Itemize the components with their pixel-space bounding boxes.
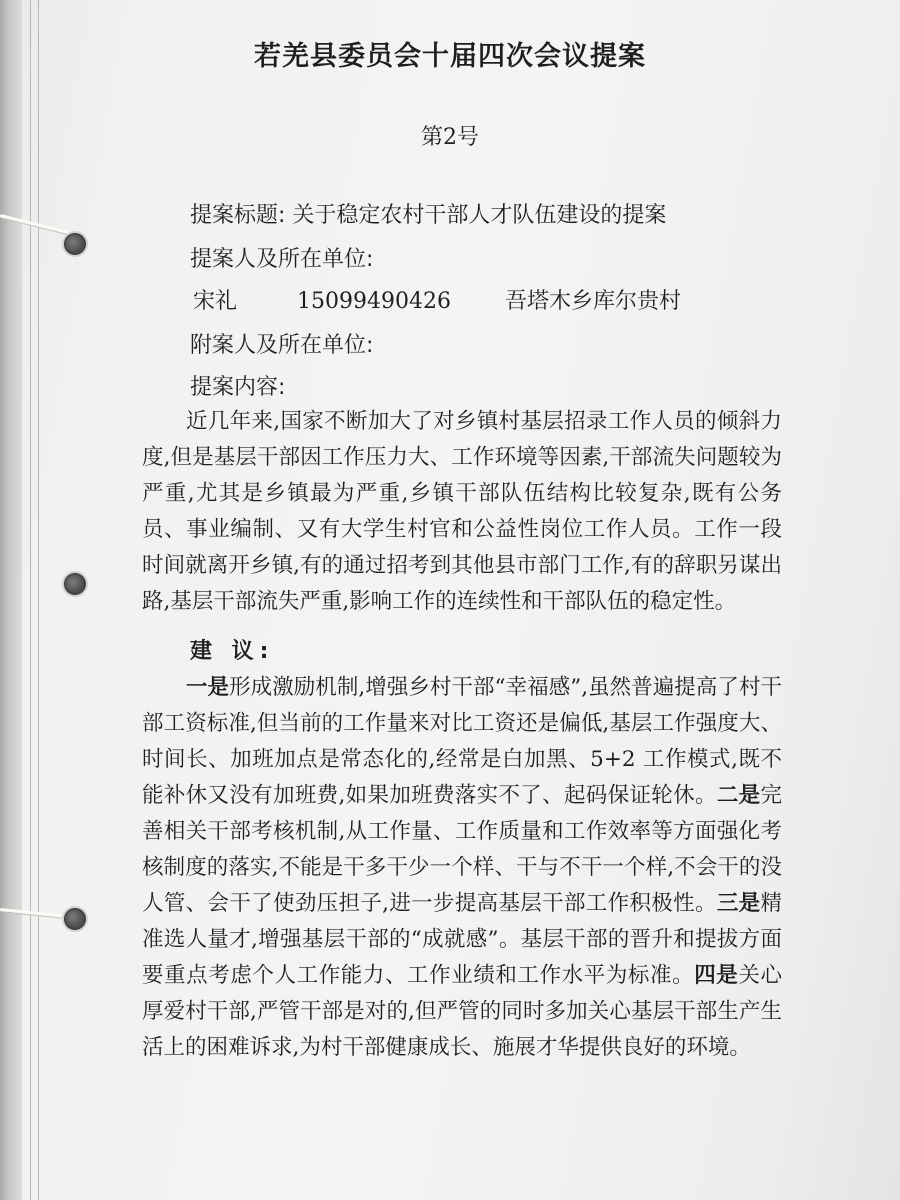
suggestions-paragraph bbox=[142, 670, 782, 1066]
suggestion-3-text: 精准选人量才,增强基层干部的“成就感”。基层干部的晋升和提拔方面要重点考虑个人工作能力、工作业绩和工作水平为标准。 bbox=[142, 891, 782, 988]
proposal-title-row bbox=[190, 198, 666, 229]
proposer-phone: 15099490426 bbox=[297, 289, 451, 314]
suggestion-2-text: 完善相关干部考核机制,从工作量、工作质量和工作效率等方面强化考核制度的落实,不能是干多干少一个样、干与不干一个样,不会干的没人管、会干了使劲压担子,进一步提高基层干部工作积极性。 bbox=[142, 783, 782, 916]
suggestion-1-text: 形成激励机制,增强乡村干部“幸福感”,虽然普遍提高了村干部工资标准,但当前的工作量来对比工资还是偏低,基层工作强度大、时间长、加班加点是常态化的,经常是白加黑、5+2 工作模式,既不能补休又没有加班费,如果加班费落实不了、起码保证轮休。 bbox=[142, 675, 782, 808]
content-label: 提案内容: bbox=[190, 375, 286, 400]
co-proposer-label: 附案人及所在单位: bbox=[190, 333, 374, 358]
suggestion-4-text: 关心厚爱村干部,严管干部是对的,但严管的同时多加关心基层干部生产生活上的困难诉求,为村干部健康成长、施展才华提供良好的环境。 bbox=[142, 963, 782, 1060]
suggestion-3-lead: 三是 bbox=[716, 891, 761, 916]
page-edge-line bbox=[30, 0, 31, 1200]
document-number: 第2号 bbox=[421, 125, 479, 150]
punch-hole bbox=[64, 908, 86, 930]
punch-hole bbox=[64, 573, 86, 595]
proposal-title-value: 关于稳定农村干部人才队伍建设的提案 bbox=[292, 203, 667, 228]
content-paragraph: 近几年来,国家不断加大了对乡镇村基层招录工作人员的倾斜力度,但是基层干部因工作压力大、工作环境等因素,干部流失问题较为严重,尤其是乡镇最为严重,乡镇干部队伍结构比较复杂,既有公务员、事业编制、又有大学生村官和公益性岗位工作人员。工作一段时间就离开乡镇,有的通过招考到其他县市部门工作,有的辞职另谋出路,基层干部流失严重,影响工作的连续性和干部队伍的稳定性。 bbox=[142, 409, 782, 614]
proposal-title-label: 提案标题: bbox=[190, 203, 286, 228]
proposer-name: 宋礼 bbox=[193, 289, 238, 314]
suggestion-1-lead: 一是 bbox=[186, 675, 230, 700]
suggestions-heading: 建 议: bbox=[190, 639, 275, 664]
page-edge-line bbox=[38, 0, 39, 1200]
proposer-unit: 吾塔木乡库尔贵村 bbox=[504, 289, 681, 314]
proposer-row bbox=[193, 284, 681, 315]
suggestion-2-lead: 二是 bbox=[716, 783, 761, 808]
proposer-label: 提案人及所在单位: bbox=[190, 247, 374, 272]
document-title: 若羌县委员会十届四次会议提案 bbox=[254, 41, 646, 72]
punch-hole bbox=[64, 233, 86, 255]
suggestion-4-lead: 四是 bbox=[694, 963, 739, 988]
binding-edge bbox=[0, 0, 22, 1200]
